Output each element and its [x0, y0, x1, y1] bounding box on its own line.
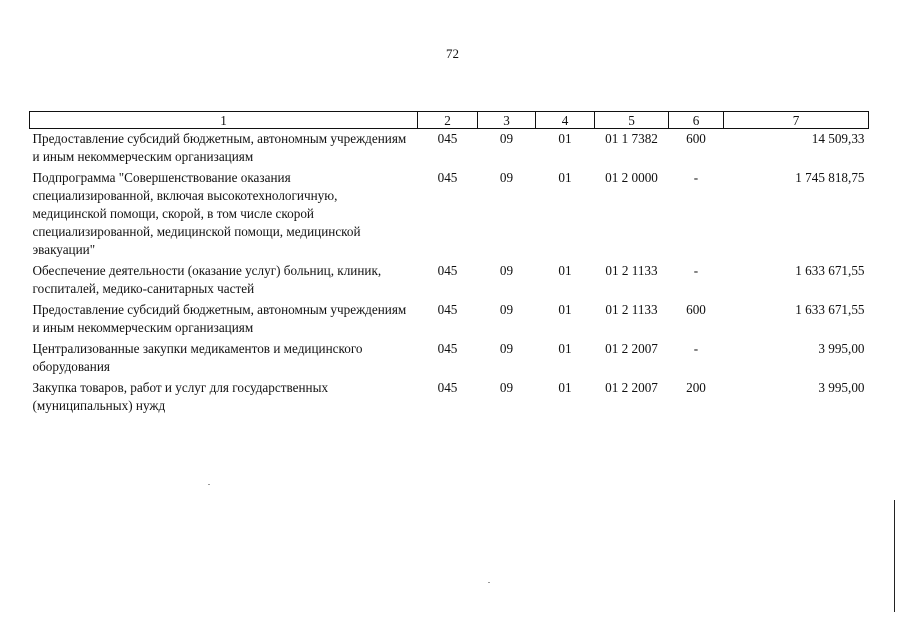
budget-table — [29, 111, 869, 417]
row-name: Закупка товаров, работ и услуг для государственных (муниципальных) нужд — [32, 380, 329, 413]
row-amount: 14 509,33 — [811, 131, 865, 146]
row-code-subsection: 01 — [558, 380, 572, 395]
row-code-expense-type: 600 — [686, 131, 706, 146]
row-amount: 1 745 818,75 — [795, 170, 865, 185]
row-code-section: 09 — [499, 341, 514, 356]
header-col-1: 1 — [30, 112, 418, 129]
row-code-target: 01 2 1133 — [605, 263, 658, 278]
row-code-subsection: 01 — [558, 341, 572, 356]
row-amount: 3 995,00 — [818, 380, 865, 395]
header-col-4: 4 — [536, 112, 595, 129]
row-code-subsection: 01 — [558, 131, 572, 146]
row-code-ministry: 045 — [437, 170, 458, 185]
row-amount: 3 995,00 — [818, 341, 865, 356]
row-code-section: 09 — [499, 302, 514, 317]
row-code-ministry: 045 — [437, 302, 458, 317]
row-code-section: 09 — [499, 263, 514, 278]
row-code-target: 01 2 2007 — [605, 341, 658, 356]
scan-edge-line — [894, 500, 895, 612]
row-code-expense-type: - — [693, 263, 699, 278]
row-code-ministry: 045 — [437, 131, 458, 146]
row-code-target: 01 2 2007 — [605, 380, 658, 395]
row-name: Подпрограмма "Совершенствование оказания специализированной, включая высокотехнологичную, медицинской помощи, скорой, в том числе скорой специализированной, медицинской помощи, медицинской эвакуации" — [32, 170, 361, 257]
header-col-3: 3 — [478, 112, 536, 129]
row-code-target: 01 2 1133 — [605, 302, 658, 317]
row-name: Централизованные закупки медикаментов и медицинского оборудования — [32, 341, 363, 374]
row-code-expense-type: - — [693, 341, 699, 356]
header-col-6: 6 — [669, 112, 724, 129]
row-name: Предоставление субсидий бюджетным, автономным учреждениям и иным некоммерческим организациям — [32, 131, 407, 164]
row-code-section: 09 — [499, 131, 514, 146]
row-code-expense-type: 200 — [686, 380, 706, 395]
table-row — [30, 378, 869, 417]
row-code-section: 09 — [499, 170, 514, 185]
row-code-ministry: 045 — [437, 341, 458, 356]
header-col-5: 5 — [595, 112, 669, 129]
row-code-expense-type: - — [693, 170, 699, 185]
row-name: Предоставление субсидий бюджетным, автономным учреждениям и иным некоммерческим организациям — [32, 302, 407, 335]
row-amount: 1 633 671,55 — [795, 302, 865, 317]
row-code-subsection: 01 — [558, 170, 572, 185]
page-number: 72 — [446, 46, 459, 61]
header-col-7: 7 — [724, 112, 869, 129]
row-code-ministry: 045 — [437, 263, 458, 278]
row-name: Обеспечение деятельности (оказание услуг) больниц, клиник, госпиталей, медико-санитарных частей — [32, 263, 382, 296]
table-row — [30, 339, 869, 378]
table-row — [30, 168, 869, 261]
row-code-section: 09 — [499, 380, 514, 395]
row-amount: 1 633 671,55 — [795, 263, 865, 278]
row-code-target: 01 1 7382 — [605, 131, 658, 146]
row-code-expense-type: 600 — [686, 302, 706, 317]
table-row — [30, 129, 869, 169]
row-code-target: 01 2 0000 — [605, 170, 658, 185]
table-row — [30, 300, 869, 339]
row-code-subsection: 01 — [558, 263, 572, 278]
row-code-subsection: 01 — [558, 302, 572, 317]
header-col-2: 2 — [418, 112, 478, 129]
table-row — [30, 261, 869, 300]
scan-speck — [208, 484, 210, 485]
scan-speck — [488, 582, 490, 583]
table-body — [30, 129, 869, 418]
header-row — [30, 112, 869, 129]
table-header — [30, 112, 869, 129]
row-code-ministry: 045 — [437, 380, 458, 395]
